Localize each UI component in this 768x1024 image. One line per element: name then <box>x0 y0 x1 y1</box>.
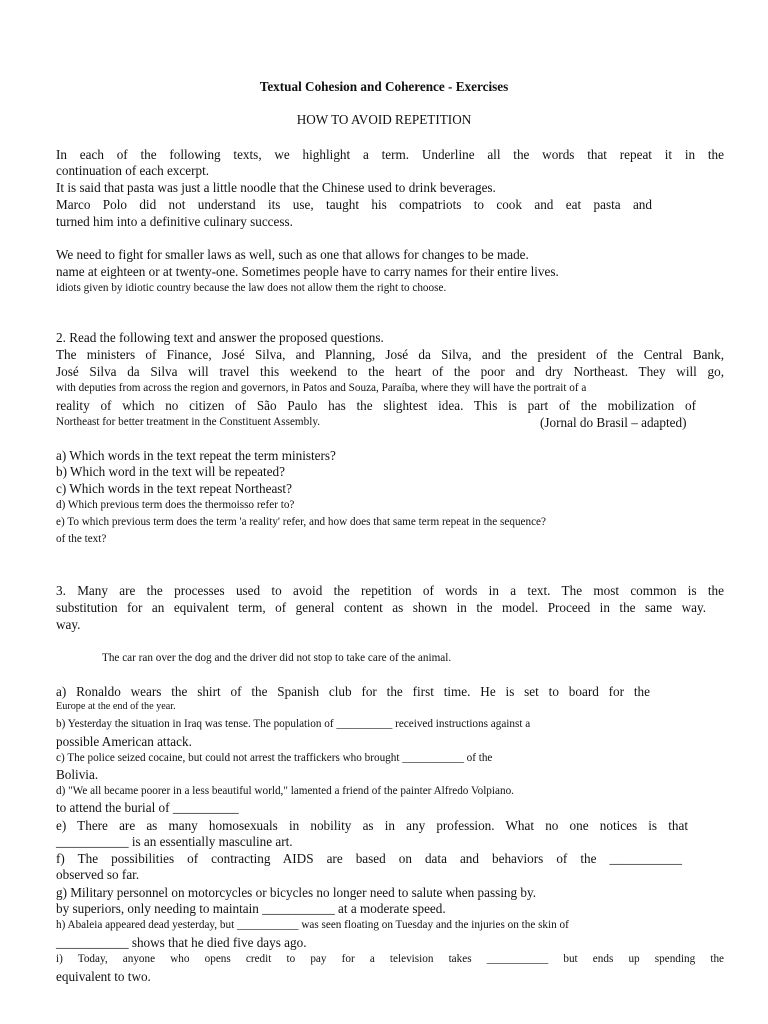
intro-line: It is said that pasta was just a little noodle that the Chinese used to drink beverages. <box>56 180 496 195</box>
intro-line: We need to fight for smaller laws as well, such as one that allows for changes to be made. <box>56 247 529 262</box>
exercise-item: i) Today, anyone who opens credit to pay for a television takes ___________ but ends up spending the <box>56 953 724 965</box>
exercise-item: ___________ shows that he died five days ago. <box>56 935 307 950</box>
exercise-item: Europe at the end of the year. <box>56 701 176 712</box>
exercise-item: c) The police seized cocaine, but could not arrest the traffickers who brought ___________ of the <box>56 752 493 764</box>
question-2-text: with deputies from across the region and governors, in Patos and Souza, Paraíba, where they will have the portrait of a <box>56 382 587 394</box>
question-3-text: way. <box>56 617 81 632</box>
exercise-item: h) Abaleia appeared dead yesterday, but ___________ was seen floating on Tuesday and the injuries on the skin of <box>56 919 569 931</box>
exercise-item: e) There are as many homosexuals in nobility as in any profession. What no one notices is that <box>56 818 688 833</box>
exercise-item: to attend the burial of __________ <box>56 800 239 815</box>
intro-line: name at eighteen or at twenty-one. Sometimes people have to carry names for their entire lives. <box>56 264 559 279</box>
question-2e: of the text? <box>56 533 107 545</box>
question-2-text: Northeast for better treatment in the Constituent Assembly. <box>56 416 320 428</box>
exercise-item: Bolivia. <box>56 767 99 782</box>
question-2e: e) To which previous term does the term 'a reality' refer, and how does that same term repeat in the sequence? <box>56 516 546 528</box>
page-subtitle: HOW TO AVOID REPETITION <box>296 112 472 127</box>
question-2c: c) Which words in the text repeat Northeast? <box>56 481 292 496</box>
question-2-text: The ministers of Finance, José Silva, and Planning, José da Silva, and the president of the Central Bank, <box>56 347 724 362</box>
intro-line: continuation of each excerpt. <box>56 163 210 178</box>
question-2d: d) Which previous term does the thermoisso refer to? <box>56 499 295 511</box>
exercise-item: d) "We all became poorer in a less beautiful world," lamented a friend of the painter Alfredo Volpiano. <box>56 785 514 797</box>
question-2-text: reality of which no citizen of São Paulo has the slightest idea. This is part of the mobilization of <box>56 398 696 413</box>
question-2a: a) Which words in the text repeat the term ministers? <box>56 448 336 463</box>
exercise-item: g) Military personnel on motorcycles or bicycles no longer need to salute when passing by. <box>56 885 537 900</box>
exercise-item: possible American attack. <box>56 734 192 749</box>
exercise-item: b) Yesterday the situation in Iraq was tense. The population of __________ received instructions against a <box>56 718 531 730</box>
question-2-heading: 2. Read the following text and answer the proposed questions. <box>56 330 384 345</box>
exercise-item: f) The possibilities of contracting AIDS are based on data and behaviors of the ___________ <box>56 851 682 866</box>
question-3-text: substitution for an equivalent term, of general content as shown in the model. Proceed in the same way. <box>56 600 706 615</box>
exercise-item: a) Ronaldo wears the shirt of the Spanish club for the first time. He is set to board for the <box>56 684 650 699</box>
question-3-heading: 3. Many are the processes used to avoid the repetition of words in a text. The most common is the <box>56 583 724 598</box>
intro-line: In each of the following texts, we highlight a term. Underline all the words that repeat it in the <box>56 147 724 162</box>
page-title: Textual Cohesion and Coherence - Exercises <box>259 79 509 94</box>
intro-line: Marco Polo did not understand its use, taught his compatriots to cook and eat pasta and <box>56 197 652 212</box>
exercise-item: by superiors, only needing to maintain ___________ at a moderate speed. <box>56 901 446 916</box>
model-sentence: The car ran over the dog and the driver did not stop to take care of the animal. <box>102 652 452 664</box>
source-citation: (Jornal do Brasil – adapted) <box>540 415 687 430</box>
exercise-item: observed so far. <box>56 867 140 882</box>
question-2-text: José Silva da Silva will travel this weekend to the heart of the poor and dry Northeast. They will go, <box>56 364 724 379</box>
intro-line: idiots given by idiotic country because the law does not allow them the right to choose. <box>56 282 447 294</box>
intro-line: turned him into a definitive culinary success. <box>56 214 293 229</box>
exercise-item: equivalent to two. <box>56 969 151 984</box>
exercise-item: ___________ is an essentially masculine art. <box>56 834 293 849</box>
question-2b: b) Which word in the text will be repeated? <box>56 464 285 479</box>
